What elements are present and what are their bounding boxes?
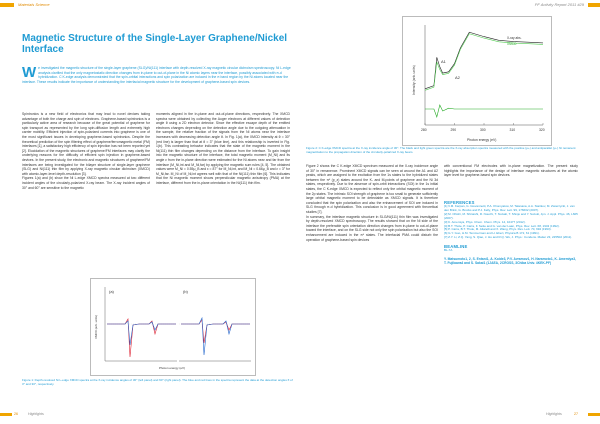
fig1a-red-spectrum: [107, 319, 176, 357]
header-accent-bar-right: [588, 3, 600, 7]
header-left: [0, 0, 300, 10]
fig2-peak-a2: A2: [455, 75, 460, 80]
fig2-legend-xmcd: XMCD: [507, 42, 517, 46]
fig1-x-label: Photon energy (eV): [159, 366, 186, 370]
header-right: [300, 0, 600, 10]
footer-bar-right: [588, 413, 600, 416]
figure-2-plot: [403, 17, 551, 145]
reference-item: [5] P. Carra, B.T. Thole, M. Altarelli and X. Wang, Phys. Rev. Lett. 70, 694 (1993).: [444, 227, 552, 232]
reference-item: [7] Z.Y. Li, Z.Q. Yang, S. Qiao, J. Hu and R.Q. Wu, J. Phys.: Condens. Matter 23, 225502 (2011).: [444, 235, 573, 240]
body-column-1: Spintronics is a new field of electronics that may lead to novel devices taking advantage of both the charge and spin of electrons. Graphene-based spintronics is a particularly active area of research because of the great potential of graphene for spin transport as represented by the long spin-diffusion length and extremely high carrier mobility. Efficient injection of spin-polarized currents into graphene is one of the most significant issues in developing graphene-based spintronics. Despite the theoretical prediction of the spin filtering effect of graphene/ferromagnetic metal (FM) interfaces [1], a satisfactory high efficiency of spin injection has not been reported yet [2]. Elucidation of the magnetic structures of graphene/FM interfaces may clarify the underlying reasons for the difficulty of efficient spin injection in graphene-based devices. In the present study, the electronic and magnetic structures of graphene/FM interfaces are being investigated for the bilayer structure of single-layer graphene (SLG) and Ni(111) thin film by applying X-ray magnetic circular dichroism (XMCD) with atomic-layer-level depth-resolution [3]. Figures 1(a) and (b) show the Ni L-edge XMCD spectra measured at two different incident angles of the circularly-polarized X-ray beam. The X-ray incident angles of 30° and 60° are sensitive to the magnetic: [22, 112, 150, 190]
reference-item: [2] M. Ohishi, M. Shiraishi, R. Nouchi, T. Nozaki, T. Shinjo and Y. Suzuki, Jpn. J. Appl. Phys. 46, L605 (2007).: [444, 211, 578, 220]
reference-item: [4] B.T. Thole, P. Carra, F. Sette and G. van der Laan, Phys. Rev. Lett. 68, 1943 (1992).: [444, 223, 560, 228]
figure-2-caption: Figure 2: C K-edge XMCD spectra at the X-ray incidence angle of 30°. The black and light green spectra are the X-ray absorption spectra measured with the positive (μ+) and antiparallel (μ−) Ni remanent magnetization to the propagation direction of the circularly-polarized X-ray beam.: [306, 146, 576, 154]
authors: Y. Matsumoto1, 2, S. Entani1, A. Koide3, P.V. Avramov1, H. Naramoto1, K. Amemiya3, T. Fujikawa4 and S. Sakai1 (1JAEA, 2CROSS, 3Chiba Univ. 4KEK-PF): [444, 257, 576, 266]
body-column-4: with conventional FM electrodes with in-plane magnetization. The present study highlights the importance of the design of interface magnetic structures at the atomic layer level for graphene-based spin devices.: [444, 164, 578, 178]
beamline-value: BL-7A: [444, 248, 453, 253]
figure-1: [90, 278, 256, 376]
figure-1-plot: [91, 279, 255, 375]
section-label: Materials Science: [18, 2, 50, 7]
fig2-x-tick-label: 300: [480, 128, 486, 132]
references-section: [444, 200, 578, 266]
fig2-legend-xas: X-ray abs.: [507, 36, 522, 40]
figure-2: [402, 16, 552, 146]
fig2-xmcd-line: [425, 105, 543, 117]
fig1b-red-spectrum: [181, 320, 250, 343]
drop-cap: W: [22, 64, 37, 81]
fig1b-blue-spectrum: [181, 318, 250, 355]
footer-label-right: Highlights: [546, 412, 562, 416]
references-heading: REFERENCES: [444, 200, 475, 205]
footer-page-left: 26: [14, 412, 18, 416]
fig2-x-label: Photon energy (eV): [467, 138, 497, 142]
fig2-y-label: Intensity (arb. units): [412, 65, 416, 95]
fig1a-blue-spectrum: [107, 321, 176, 345]
body-column-2: moments aligned in the in-plane and out-of-plane directions, respectively. The XMCD spectra were obtained by collecting the Auger electrons at different values of detection angle θ using a 2D electron detector. Since the effective escape depth of the emitted electrons changes depending on the detection angle due to the outgoing attenuation in the sample, the relative fraction of the signals from the Ni atoms near the interface increases with decreasing detection angle θ. In Fig. 1(a), the XMCD intensity at θ = 30° (red line) is larger than that at θ = 3° (blue line), and this relationship is inverted in Fig. 1(b). This contrasting behavior indicates that the state of the magnetic moment in the Ni(111) thin film changes depending on the distance from the interface. To gain insight into the magnetic structure of the interface, the total magnetic moment (M_Ni) and its angle ε from the in-plane direction were estimated for the Ni atoms near and far from the interface (M_Ni,int and M_Ni,far) by applying the magnetic sum rules [4, 5]. The obtained values were M_Ni = 0.55μ_B and ε = 87° for M_Ni,int, and M_Ni = 0.66μ_B and ε = 3° for M_Ni,far. M_Ni of M_Ni,int agrees well with that of the Ni(111) thin film [6]. This indicates that the Ni magnetic moment shows perpendicular magnetic anisotropy (PMA) at the interface, different from the in-plane orientation in the Ni(111) thin film.: [156, 112, 290, 185]
figure-1-caption: Figure 1: Depth-resolved Ni L-edge XMCD spectra at the X-ray incidence angles of 30° (left panel) and 60° (right panel). The blue and red lines in the spectra represent the data at the detection angles θ of 3° and 30°, respectively.: [22, 378, 293, 386]
footer-label-left: Highlights: [28, 412, 44, 416]
fig2-x-tick-label: 320: [539, 128, 545, 132]
references-list: [444, 205, 578, 240]
report-label: PF Activity Report 2011 #29: [534, 2, 584, 7]
body-column-3: Figure 2 shows the C K-edge XMCD spectrum measured at the X-ray incidence angle of 30° in remanence. Prominent XMCD signals can be seen at around the A1 and A2 peaks, which are assigned to the excitation from the 1s states to the hybridized states between the π* (p_z) states around the K- and M-points of graphene and the Ni 3d states, respectively. Due to the absence of spin-orbit interactions (SOI) in the 1s initial states, the C K-edge XMCD is expected to reflect only the orbital magnetic moment of the 2p states. The intrinsic SOI strength of graphene is too small to generate sufficiently large orbital magnetic moment to be detectable as XMCD signals. It is therefore concluded that the spin polarization and also the enhancement of SOI are induced in SLG through π-d hybridization. This conclusion is in good agreement with theoretical studies [7]. In summary, the interface magnetic structure in SLG/Ni(111) thin film was investigated by depth-resolved XMCD spectroscopy. The results showed that on the Ni side of the interface the preferable spin orientation direction changes from in-plane to out-of-plane toward the interface, and on the SLG side not only the spin polarization but also the SOI enhancement are induced in the π* states. The interfacial PMA could disturb the operation of graphene-based spin devices: [306, 164, 438, 242]
abstract: [22, 66, 292, 84]
fig2-x-tick-label: 290: [450, 128, 457, 132]
beamline-heading: BEAMLINE: [444, 244, 468, 250]
abstract-text: e investigated the magnetic structure of the single-layer graphene (SLG)/Ni(111) interface with depth-resolved X-ray magnetic circular dichroism spectroscopy. Ni L-edge analysis clarified that the only magnetostatic direction changes from in-plane to out-of-plane in the Ni atomic layers near the interface, possibly associated with π-d hybridization. C K-edge analysis demonstrated that the spin-orbital interactions and spin polarization are induced in the π band region by the Ni atoms located near the interface. These results indicate the importance of understanding the interfacial magnetic structure for the development of graphene-based spin devices.: [22, 66, 291, 84]
reference-item: [6] G.Y. Guo, H.M. Temmerman and H. Ebert, Physica B 172, 61 (1991).: [444, 231, 540, 236]
fig2-x-tick-label: 310: [509, 128, 516, 132]
header-accent-bar: [0, 3, 14, 7]
fig1-label-a: (a): [109, 289, 114, 294]
fig1-label-b: (b): [183, 289, 188, 294]
article-title: Magnetic Structure of the Single-Layer Graphene/Nickel Interface: [22, 33, 288, 55]
reference-item: [1] V.M. Karpan, G. Giovannetti, P.A. Khomyakov, M. Talanana, A.A. Starikov, M. Zwierzycki, J. van den Brink, G. Brocks and P.J. Kelly, Phys. Rev. Lett. 99, 176602 (2007).: [444, 204, 575, 212]
fig2-tick-group: [421, 123, 545, 132]
fig2-peak-a1: A1: [441, 59, 446, 64]
fig1-y-label: XMCD (arb. units): [94, 314, 98, 339]
reference-item: [3] K. Amemiya, Phys. Chem. Chem. Phys. 14, 10477 (2012).: [444, 219, 526, 224]
footer-bar-left: [0, 413, 12, 416]
fig2-x-tick-label: 280: [421, 128, 427, 132]
footer-page-right: 27: [574, 412, 578, 416]
